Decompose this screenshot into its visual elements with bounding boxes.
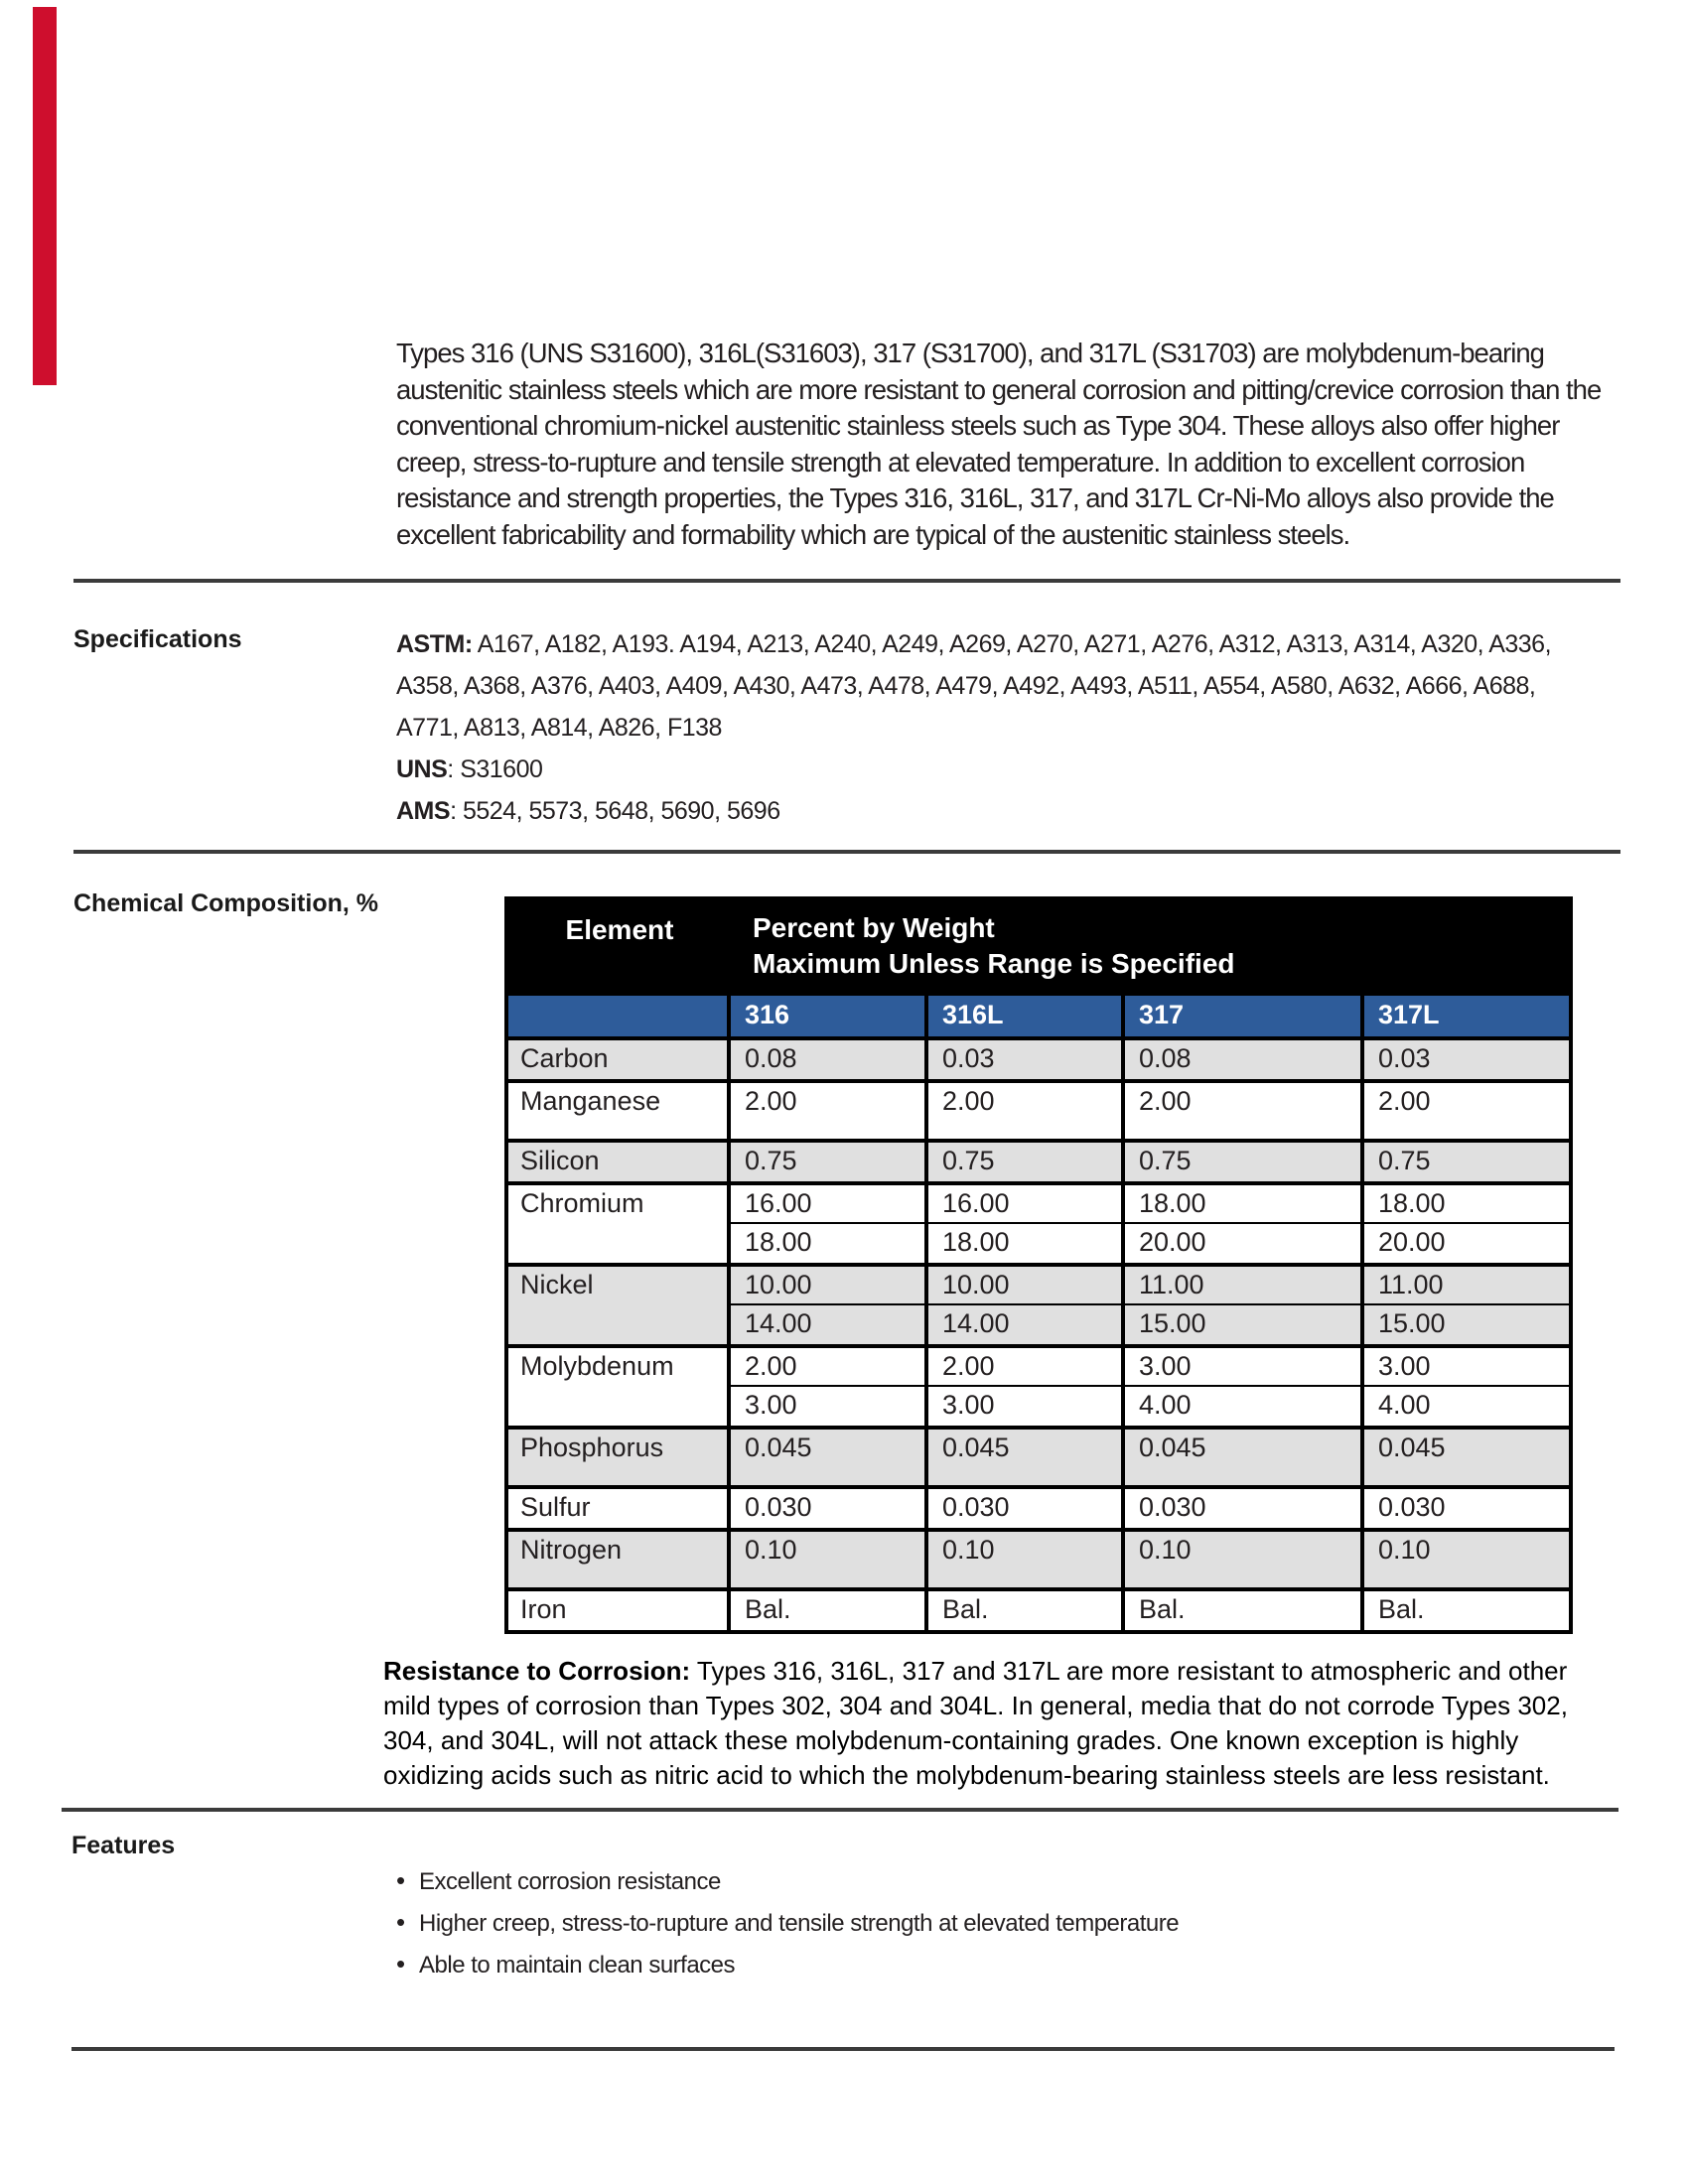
intro-paragraph: Types 316 (UNS S31600), 316L(S31603), 317 (S31700), and 317L (S31703) are molybdenum-bearing austenitic stainless steels which are more resistant to general corrosion and pitting/crevice corrosion than the conventional chromium-nickel austenitic stainless steels such as Type 304. These alloys also offer higher creep, stress-to-rupture and tensile strength at elevated temperature. In addition to excellent corrosion resistance and strength properties, the Types 316, 316L, 317, and 317L Cr-Ni-Mo alloys also provide the excellent fabricability and formability which are typical of the austenitic stainless steels.	[396, 338, 1602, 550]
table-row	[508, 1181, 1569, 1263]
table-row	[508, 1485, 1569, 1528]
value-cell: 16.00	[924, 1185, 1121, 1224]
grade-317: 317	[1121, 996, 1360, 1036]
value-cell: 18.00	[727, 1224, 924, 1263]
value-cell: 16.00	[727, 1185, 924, 1224]
value-cell: 3.00	[924, 1387, 1121, 1426]
bullet-icon: •	[396, 1907, 405, 1937]
value-cell: 18.00	[1360, 1185, 1573, 1224]
value-cell: 2.00	[924, 1083, 1121, 1139]
value-cell: 18.00	[1121, 1185, 1360, 1224]
bullet-icon: •	[396, 1865, 405, 1895]
value-cell: 0.030	[1360, 1489, 1573, 1528]
value-cell: Bal.	[727, 1591, 924, 1630]
astm-label: ASTM:	[396, 630, 473, 658]
table-row	[508, 1426, 1569, 1485]
element-cell: Iron	[520, 1594, 567, 1624]
resistance-lead: Resistance to Corrosion:	[383, 1656, 691, 1686]
specifications-body	[396, 623, 1553, 832]
table-row	[508, 1528, 1569, 1587]
resistance-text: Types 316, 316L, 317 and 317L are more resistant to atmospheric and other mild types of corrosion than Types 302, 304 and 304L. In general, media that do not corrode Types 302, 304, and 304L, will not attack these molybdenum-containing grades. One known exception is highly oxidizing acids such as nitric acid to which the molybdenum-bearing stainless steels are less resistant.	[383, 1656, 1568, 1790]
value-cell: 15.00	[1121, 1305, 1360, 1344]
value-cell: 0.03	[924, 1040, 1121, 1079]
grade-empty-cell	[508, 996, 727, 1036]
value-cell: 0.045	[1121, 1430, 1360, 1485]
composition-table-rows	[508, 1036, 1569, 1630]
grade-316L: 316L	[924, 996, 1121, 1036]
grade-316: 316	[727, 996, 924, 1036]
astm-list: A167, A182, A193. A194, A213, A240, A249, A269, A270, A271, A276, A312, A313, A314, A320, A336, A358, A368, A376, A403, A409, A430, A473, A478, A479, A492, A493, A511, A554, A580, A632, A666, A688, A771, A813, A814, A826, F138	[396, 630, 1552, 742]
table-row	[508, 1263, 1569, 1344]
section-divider-1	[73, 579, 1620, 583]
feature-bullet: • Excellent corrosion resistance	[396, 1865, 721, 1895]
value-cell: 15.00	[1360, 1305, 1573, 1344]
composition-table	[504, 896, 1573, 1634]
value-cell: 0.10	[1360, 1532, 1573, 1587]
grade-317L: 317L	[1360, 996, 1573, 1036]
percent-by-weight-header	[731, 910, 1569, 982]
value-cell: 0.03	[1360, 1040, 1573, 1079]
element-cell: Chromium	[520, 1188, 644, 1218]
element-cell: Carbon	[520, 1043, 609, 1073]
value-cell: 0.10	[924, 1532, 1121, 1587]
element-cell: Molybdenum	[520, 1351, 674, 1381]
value-cell: Bal.	[1360, 1591, 1573, 1630]
features-list	[396, 1865, 1180, 1993]
value-cell: 4.00	[1360, 1387, 1573, 1426]
ams-label: AMS	[396, 797, 451, 825]
table-row	[508, 1344, 1569, 1426]
uns-value: : S31600	[447, 755, 543, 783]
astm-line	[396, 623, 1553, 749]
element-cell: Manganese	[520, 1086, 661, 1116]
value-cell: 0.030	[924, 1489, 1121, 1528]
value-cell: 14.00	[727, 1305, 924, 1344]
element-cell: Nitrogen	[520, 1535, 623, 1565]
bottom-divider	[71, 2047, 1615, 2051]
ams-line	[396, 790, 1553, 832]
specifications-label: Specifications	[73, 625, 242, 653]
chemical-composition-label: Chemical Composition, %	[73, 889, 378, 917]
ams-value: : 5524, 5573, 5648, 5690, 5696	[450, 797, 780, 825]
value-cell: 0.10	[727, 1532, 924, 1587]
value-cell: 18.00	[924, 1224, 1121, 1263]
uns-label: UNS	[396, 755, 448, 783]
value-cell: 2.00	[727, 1348, 924, 1387]
value-cell: 3.00	[1360, 1348, 1573, 1387]
table-row	[508, 1587, 1569, 1630]
value-cell: 2.00	[1121, 1083, 1360, 1139]
value-cell: 0.08	[727, 1040, 924, 1079]
value-cell: 2.00	[924, 1348, 1121, 1387]
value-cell: 0.045	[727, 1430, 924, 1485]
element-cell: Phosphorus	[520, 1433, 664, 1462]
value-cell: 20.00	[1121, 1224, 1360, 1263]
percent-by-weight-line1: Percent by Weight	[753, 912, 995, 943]
features-label: Features	[71, 1832, 176, 1859]
section-divider-2	[73, 850, 1620, 854]
feature-bullet: • Able to maintain clean surfaces	[396, 1949, 736, 1979]
grade-header-row	[508, 996, 1569, 1036]
value-cell: 0.045	[924, 1430, 1121, 1485]
resistance-paragraph	[383, 1654, 1595, 1793]
red-accent-bar	[33, 7, 57, 385]
value-cell: 2.00	[727, 1083, 924, 1139]
value-cell: 11.00	[1121, 1267, 1360, 1305]
element-cell: Sulfur	[520, 1492, 591, 1522]
value-cell: 0.75	[727, 1143, 924, 1181]
value-cell: 0.75	[924, 1143, 1121, 1181]
value-cell: 10.00	[727, 1267, 924, 1305]
section-divider-3	[62, 1808, 1618, 1812]
value-cell: 0.10	[1121, 1532, 1360, 1587]
value-cell: 20.00	[1360, 1224, 1573, 1263]
table-row	[508, 1036, 1569, 1079]
value-cell: 0.045	[1360, 1430, 1573, 1485]
value-cell: Bal.	[924, 1591, 1121, 1630]
table-row	[508, 1079, 1569, 1139]
value-cell: 2.00	[1360, 1083, 1573, 1139]
value-cell: 0.75	[1360, 1143, 1573, 1181]
element-column-header: Element	[565, 914, 674, 945]
value-cell: 0.08	[1121, 1040, 1360, 1079]
composition-table-header	[508, 900, 1569, 996]
value-cell: 0.75	[1121, 1143, 1360, 1181]
uns-line	[396, 749, 1553, 790]
value-cell: 10.00	[924, 1267, 1121, 1305]
value-cell: 4.00	[1121, 1387, 1360, 1426]
percent-by-weight-line2: Maximum Unless Range is Specified	[753, 948, 1235, 979]
value-cell: 14.00	[924, 1305, 1121, 1344]
value-cell: 3.00	[727, 1387, 924, 1426]
element-cell: Silicon	[520, 1146, 600, 1175]
table-row	[508, 1139, 1569, 1181]
value-cell: 0.030	[1121, 1489, 1360, 1528]
value-cell: 11.00	[1360, 1267, 1573, 1305]
bullet-icon: •	[396, 1949, 405, 1979]
value-cell: Bal.	[1121, 1591, 1360, 1630]
element-cell: Nickel	[520, 1270, 594, 1299]
feature-bullet: • Higher creep, stress-to-rupture and tensile strength at elevated temperature	[396, 1907, 1180, 1937]
value-cell: 0.030	[727, 1489, 924, 1528]
value-cell: 3.00	[1121, 1348, 1360, 1387]
